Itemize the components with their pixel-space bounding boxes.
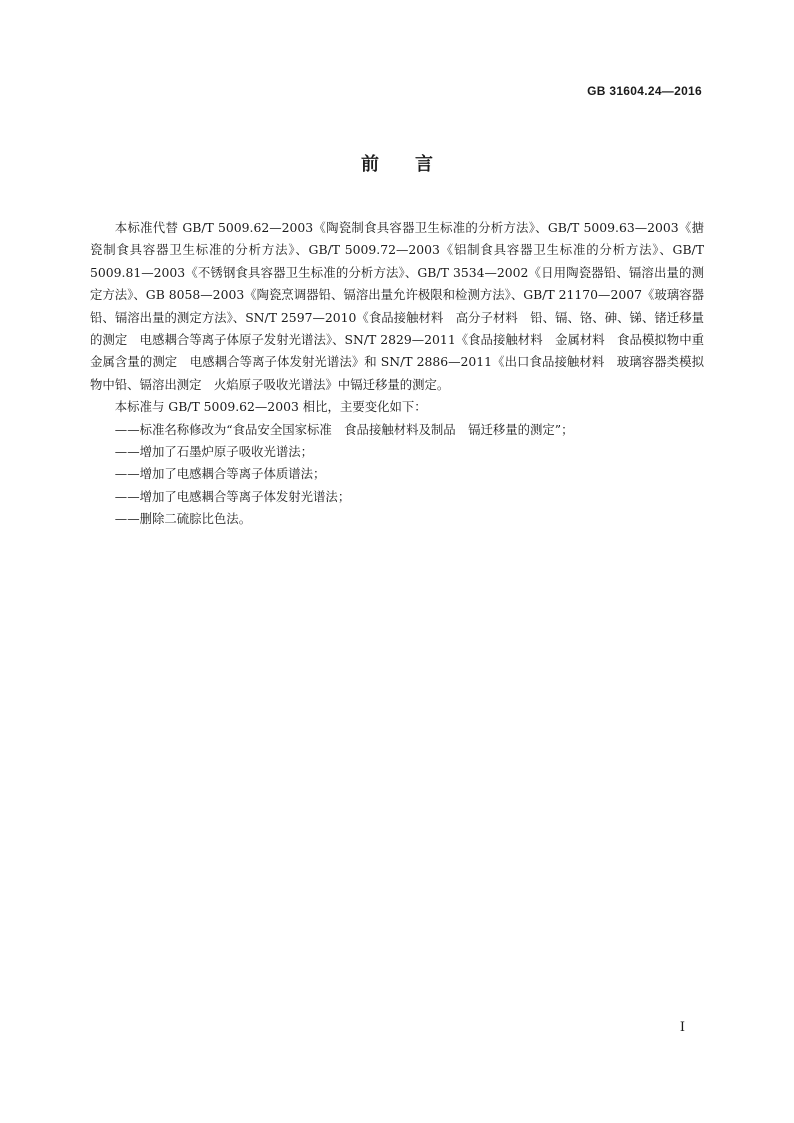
list-item: ——增加了石墨炉原子吸收光谱法； — [114, 444, 314, 460]
changes-list — [90, 419, 704, 531]
list-item: ——删除二硫腙比色法。 — [114, 511, 252, 527]
page-title: 前言 — [361, 154, 469, 175]
standard-code: GB 31604.24—2016 — [587, 84, 702, 98]
list-item: ——增加了电感耦合等离子体发射光谱法； — [114, 488, 351, 504]
page-number: I — [679, 1020, 685, 1035]
list-item: ——标准名称修改为“食品安全国家标准 食品接触材料及制品 镉迁移量的测定”； — [114, 421, 574, 437]
document-body — [90, 217, 717, 531]
comparison-paragraph: 本标准与 GB/T 5009.62—2003 相比，主要变化如下： — [114, 399, 427, 415]
list-item: ——增加了电感耦合等离子体质谱法； — [114, 466, 326, 482]
replacement-paragraph: 本标准代替 GB/T 5009.62—2003《陶瓷制食具容器卫生标准的分析方法》、GB/T 5009.63—2003《搪瓷制食具容器卫生标准的分析方法》、GB/T 5009.72—2003《铝制食具容器卫生标准的分析方法》、GB/T 5009.81—2003《不锈钢食具容器卫生标准的分析方法》、GB/T 3534—2002《日用陶瓷器铅、镉溶出量的测定方法》、GB 8058—2003《陶瓷烹调器铅、镉溶出量允许极限和检测方法》、GB/T 21170—2007《玻璃容器 铅、镉溶出量的测定方法》、SN/T 2597—2010《食品接触材料 高分子材料 铅、镉、铬、砷、锑、锗迁移量的测定 电感耦合等离子体原子发射光谱法》、SN/T 2829—2011《食品接触材料 金属材料 食品模拟物中重金属含量的测定 电感耦合等离子体发射光谱法》和 SN/T 2886—2011《出口食品接触材料 玻璃容器类模拟物中铅、镉溶出测定 火焰原子吸收光谱法》中镉迁移量的测定。 — [90, 220, 717, 392]
